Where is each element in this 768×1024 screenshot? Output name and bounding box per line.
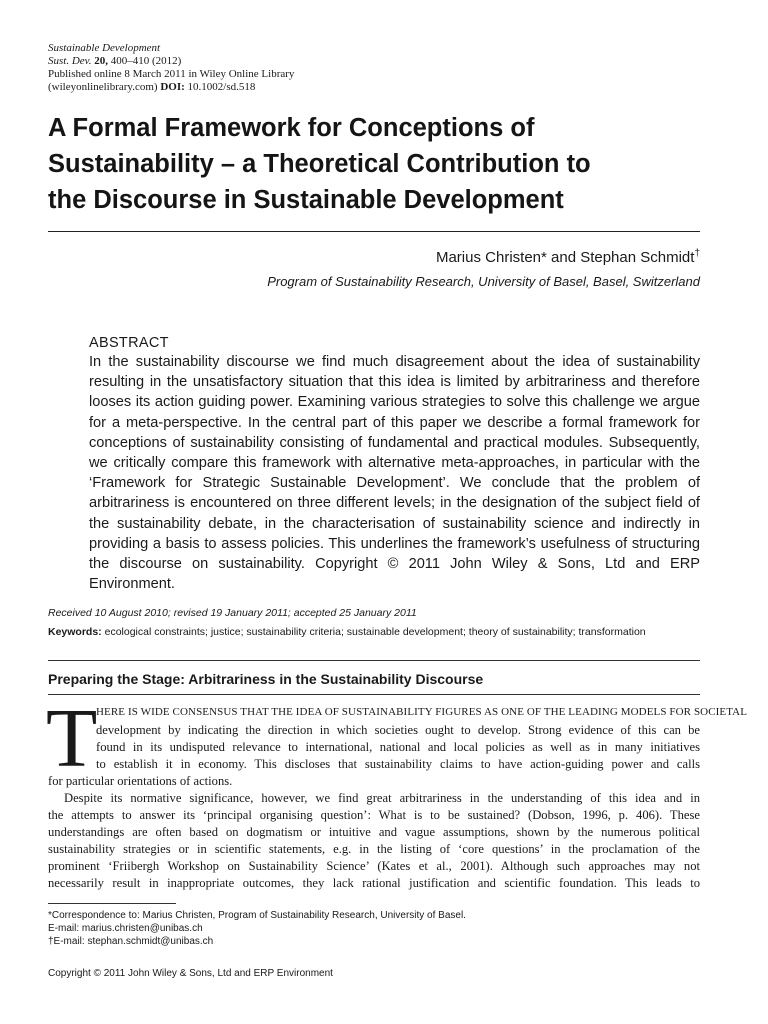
citation-abbr: Sust. Dev. bbox=[48, 55, 92, 67]
abstract-heading: ABSTRACT bbox=[89, 335, 169, 351]
citation-volume: 20, bbox=[94, 55, 108, 67]
journal-header bbox=[48, 42, 448, 94]
footnote-email-1: E-mail: marius.christen@unibas.ch bbox=[48, 923, 203, 934]
footnote-divider bbox=[48, 903, 176, 904]
keywords-text: ecological constraints; justice; sustainability criteria; sustainable development; theory of sustainability; transformation bbox=[104, 626, 646, 638]
body-line: Despite its normative significance, however, we find great arbitrariness in the understanding of this idea and in bbox=[64, 791, 700, 805]
journal-name: Sustainable Development bbox=[48, 42, 161, 54]
body-line: to establish it in economy. This discloses that sustainability claims to have action-guiding power and calls bbox=[96, 757, 700, 771]
keywords bbox=[48, 625, 708, 639]
doi-line bbox=[48, 81, 448, 94]
title-line-2: Sustainability – a Theoretical Contribution to bbox=[48, 150, 591, 178]
doi-value: 10.1002/sd.518 bbox=[187, 81, 256, 93]
section-rule-top bbox=[48, 660, 700, 661]
body-line: necessarily result in inappropriate outcomes, they lack rational justification and scientific foundation. This leads to bbox=[48, 876, 700, 890]
body-line: development by indicating the direction in which societies ought to develop. Strong evidence of this can be bbox=[96, 723, 700, 737]
body-line: found in its undisputed relevance to international, national and local policies as well as in many initiatives bbox=[96, 740, 700, 754]
doi-label: DOI: bbox=[160, 81, 185, 93]
section-rule-bottom bbox=[48, 694, 700, 695]
body-line: prominent ‘Friibergh Workshop on Sustainability Science’ (Kates et al., 2001). Although such approaches may not bbox=[48, 859, 700, 873]
received-dates: Received 10 August 2010; revised 19 January 2011; accepted 25 January 2011 bbox=[48, 607, 417, 619]
abstract-body: In the sustainability discourse we find much disagreement about the idea of sustainability resulting in the unsatisfactory situation that this idea is limited by arbitrariness and therefore looses its action guiding power. Examining various strategies to solve this challenge we argue for a meta-perspective. In the central part of this paper we describe a formal framework for conceptions of sustainability consisting of fundamental and practical modules. Subsequently, we critically compare this framework with alternative meta-approaches, in particular with the ‘Framework for Strategic Sustainable Development’. We conclude that the problem of arbitrariness is encountered on three different levels; in the designation of the subject field of the sustainability debate, in the characterisation of sustainability science and indirectly in providing a basis to assess policies. This underlines the framework’s usefulness of structuring the discourse on sustainability. Copyright © 2011 John Wiley & Sons, Ltd and ERP Environment. bbox=[89, 354, 700, 593]
footnote-correspondence: *Correspondence to: Marius Christen, Program of Sustainability Research, University of Basel. bbox=[48, 910, 466, 921]
keywords-label: Keywords: bbox=[48, 626, 102, 638]
body-line: the attempts to answer its ‘principal organising question’: What is to be sustained? (Dobson, 1996, p. 406). These bbox=[48, 808, 700, 822]
body-line: understandings are often based on dogmatism or intuitive and vague assumptions, shown by the numerous political bbox=[48, 825, 700, 839]
affiliation: Program of Sustainability Research, University of Basel, Basel, Switzerland bbox=[267, 274, 700, 289]
author-dagger: † bbox=[694, 248, 700, 259]
body-line: sustainability strategies or in scientific statements, e.g. in the listing of ‘core questions’ in the proclamation of the bbox=[48, 842, 700, 856]
site-text: (wileyonlinelibrary.com) bbox=[48, 81, 158, 93]
section-title: Preparing the Stage: Arbitrariness in the Sustainability Discourse bbox=[48, 671, 484, 687]
drop-cap: T bbox=[46, 692, 98, 785]
title-divider bbox=[48, 231, 700, 232]
authors bbox=[436, 244, 700, 268]
body-line: for particular orientations of actions. bbox=[48, 774, 233, 788]
copyright-notice: Copyright © 2011 John Wiley & Sons, Ltd and ERP Environment bbox=[48, 968, 333, 979]
paper-title bbox=[48, 110, 688, 218]
citation bbox=[48, 55, 448, 68]
title-line-3: the Discourse in Sustainable Development bbox=[48, 186, 564, 214]
citation-pages: 400–410 (2012) bbox=[110, 55, 182, 67]
author-names: Marius Christen* and Stephan Schmidt bbox=[435, 249, 695, 266]
body-line: HERE IS WIDE CONSENSUS THAT THE IDEA OF SUSTAINABILITY FIGURES AS ONE OF THE LEADING MODELS FOR SOCIETAL bbox=[96, 706, 748, 718]
published-line: Published online 8 March 2011 in Wiley Online Library bbox=[48, 68, 295, 80]
title-line-1: A Formal Framework for Conceptions of bbox=[48, 114, 535, 142]
footnote-email-2: †E-mail: stephan.schmidt@unibas.ch bbox=[48, 936, 214, 947]
